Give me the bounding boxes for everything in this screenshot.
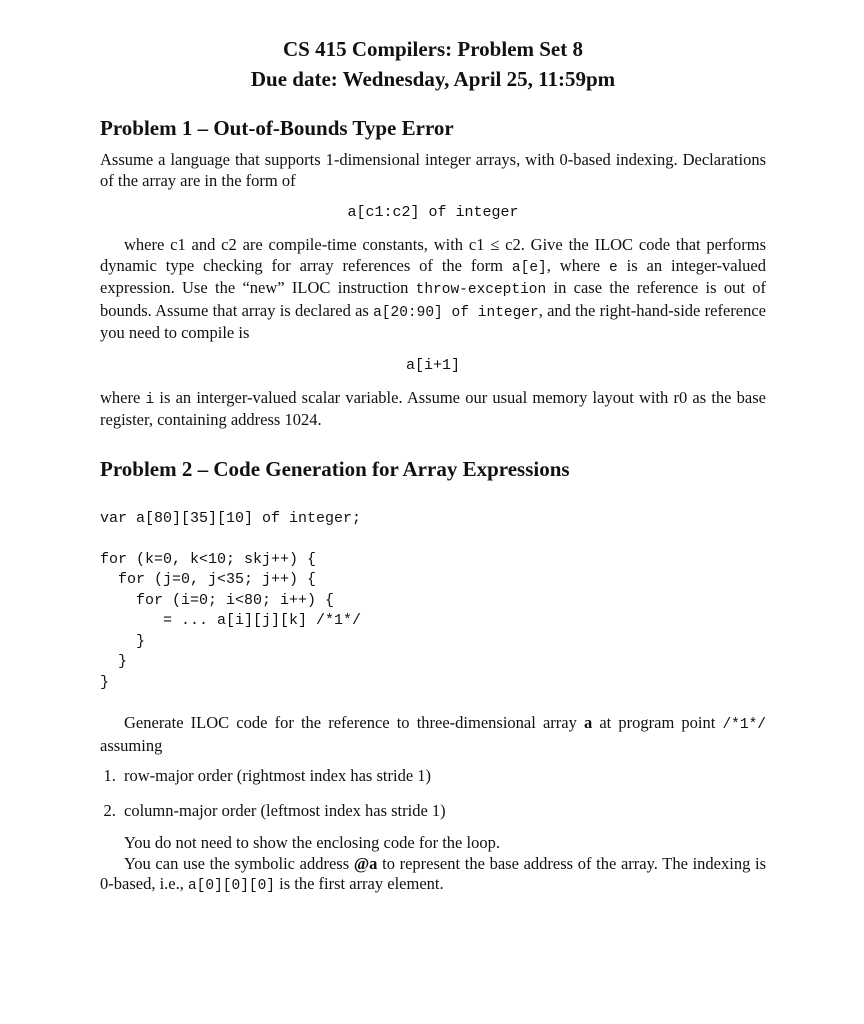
problem2-code-block: var a[80][35][10] of integer; for (k=0, k<10; skj++) { for (j=0, j<35; j++) { for (i=0; i<80; i++) { = ... a[i][j][k] /*1*/ } } } <box>100 509 362 691</box>
inline-code: a[e] <box>511 259 547 276</box>
problem2-note2 <box>100 854 766 897</box>
document-title <box>100 34 766 94</box>
text-span: is the first array element. <box>275 874 444 893</box>
problem-set-page <box>100 34 766 897</box>
text-span: , where <box>546 255 610 275</box>
problem2-heading: Problem 2 – Code Generation for Array Expressions <box>100 456 570 481</box>
problem1-intro: Assume a language that supports 1-dimensional integer arrays, with 0-based indexing. Declarations of the array are in the form of <box>100 150 766 190</box>
text-span: You can use the symbolic address <box>124 853 354 873</box>
problem2-order-list <box>100 766 766 821</box>
list-item: 2. column-major order (leftmost index has stride 1) <box>120 801 766 822</box>
course-title: CS 415 Compilers: Problem Set 8 <box>283 37 583 61</box>
problem2-note1: You do not need to show the enclosing code for the loop. <box>124 833 500 852</box>
inline-code: i <box>145 391 155 408</box>
inline-code: a[20:90] of integer <box>373 304 539 321</box>
text-span: is an interger-valued scalar variable. Assume our usual memory layout with r0 as the base register, containing address 1024. <box>100 387 766 429</box>
text-span: Generate ILOC code for the reference to three-dimensional array <box>124 713 584 732</box>
problem2-paragraph <box>100 713 766 756</box>
text-span: to represent the base address of the array. The indexing is 0-based, i.e., <box>100 853 767 893</box>
text-span: at program point <box>592 713 723 732</box>
bold-text: @a <box>353 853 378 873</box>
text-span: assuming <box>100 735 163 755</box>
problem1-heading: Problem 1 – Out-of-Bounds Type Error <box>100 116 454 140</box>
inline-code: /*1*/ <box>722 717 766 733</box>
bold-text: a <box>583 713 593 732</box>
inline-code: a[0][0][0] <box>187 878 275 894</box>
list-item: 1. row-major order (rightmost index has stride 1) <box>120 766 766 787</box>
text-span: , and the right-hand-side reference you need to compile is <box>100 300 766 342</box>
text-span: where c1 and c2 are compile-time constants, with c1 ≤ c2. Give the ILOC code that performs dynamic type checking for array references of the form <box>100 235 766 275</box>
problem1-declaration-code: a[c1:c2] of integer <box>347 204 519 221</box>
inline-code: throw-exception <box>415 282 547 298</box>
problem1-paragraph2 <box>100 235 766 344</box>
problem1-paragraph3 <box>100 388 766 431</box>
text-span: is an integer-valued expression. Use the “new” ILOC instruction <box>100 255 767 297</box>
problem1-reference-code: a[i+1] <box>405 356 460 374</box>
text-span: where <box>100 387 146 407</box>
text-span: in case the reference is out of bounds. Assume that array is declared as <box>100 278 767 320</box>
inline-code: e <box>609 259 618 276</box>
due-date: Due date: Wednesday, April 25, 11:59pm <box>250 67 616 91</box>
